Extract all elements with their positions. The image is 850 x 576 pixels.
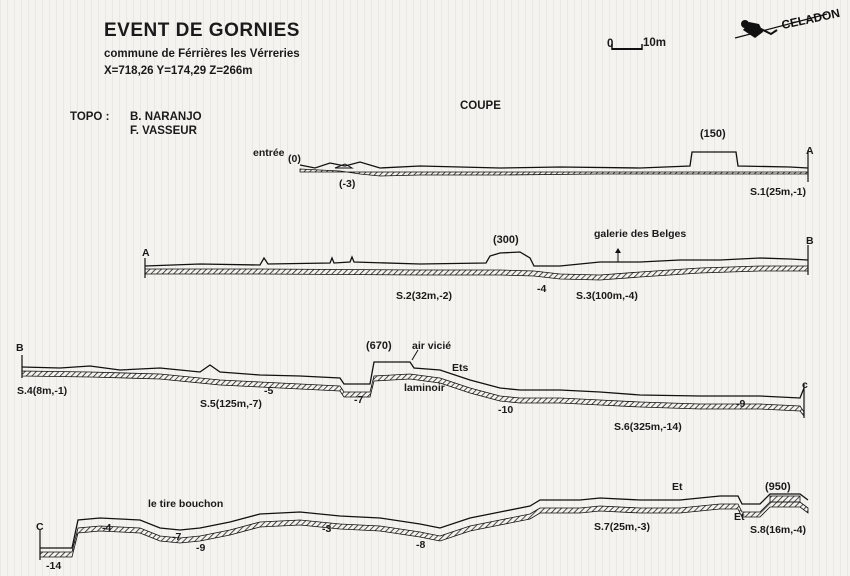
point-a-end: A [806, 145, 814, 157]
page-title: EVENT DE GORNIES [104, 20, 300, 41]
distance-670: (670) [366, 340, 392, 352]
depth-m4-row4: -4 [102, 522, 112, 534]
scale-length: 10m [643, 37, 667, 49]
entree-depth-label: (-3) [339, 178, 356, 190]
point-c-start: C [36, 521, 44, 533]
et-label-1: Et [672, 481, 683, 493]
galerie-label: galerie des Belges [594, 228, 687, 240]
station-s3: S.3(100m,-4) [576, 290, 638, 302]
air-vicie-label: air vicié [412, 340, 452, 352]
profile-row-2 [145, 245, 808, 280]
depth-m7-row4: -7 [172, 531, 182, 543]
station-s1: S.1(25m,-1) [750, 186, 807, 198]
depth-m10: -10 [498, 404, 514, 416]
distance-150: (150) [700, 128, 726, 140]
topo-author-1: B. NARANJO [130, 111, 202, 123]
station-s6: S.6(325m,-14) [614, 421, 682, 433]
topo-label: TOPO : [70, 111, 110, 123]
point-a-start: A [142, 247, 150, 259]
station-s8: S.8(16m,-4) [750, 524, 807, 536]
depth-m14: -14 [46, 560, 62, 572]
point-b-start: B [16, 342, 24, 354]
entree-zero-label: (0) [288, 153, 301, 165]
profile-row-1 [300, 150, 808, 182]
station-s7: S.7(25m,-3) [594, 521, 651, 533]
laminoir-label: laminoir [404, 382, 445, 394]
depth-m8: -8 [416, 539, 426, 551]
depth-m7-row3: -7 [354, 394, 364, 406]
depth-m9-row3: -9 [736, 398, 746, 410]
ets-label: Ets [452, 362, 469, 374]
point-b-end: B [806, 235, 814, 247]
depth-m4-row2: -4 [537, 283, 547, 295]
logo-text: CELADON [780, 5, 842, 33]
depth-m9-row4: -9 [196, 542, 206, 554]
et-label-2: Et [734, 511, 745, 523]
entree-label: entrée [253, 147, 285, 159]
section-label: COUPE [460, 100, 501, 112]
coordinates-text: X=718,26 Y=174,29 Z=266m [104, 65, 253, 77]
commune-text: commune de Férrières les Vérreries [104, 48, 300, 60]
station-s2: S.2(32m,-2) [396, 290, 453, 302]
distance-300: (300) [493, 234, 519, 246]
point-c-end: c [802, 379, 808, 391]
station-s5: S.5(125m,-7) [200, 398, 262, 410]
depth-m3: -3 [322, 523, 332, 535]
depth-m5: -5 [264, 385, 274, 397]
topo-author-2: F. VASSEUR [130, 125, 197, 137]
scale-bar [612, 44, 642, 50]
station-s4: S.4(8m,-1) [17, 385, 68, 397]
scale-zero: 0 [607, 38, 614, 50]
tire-bouchon-label: le tire bouchon [148, 498, 224, 510]
distance-950: (950) [765, 481, 791, 493]
